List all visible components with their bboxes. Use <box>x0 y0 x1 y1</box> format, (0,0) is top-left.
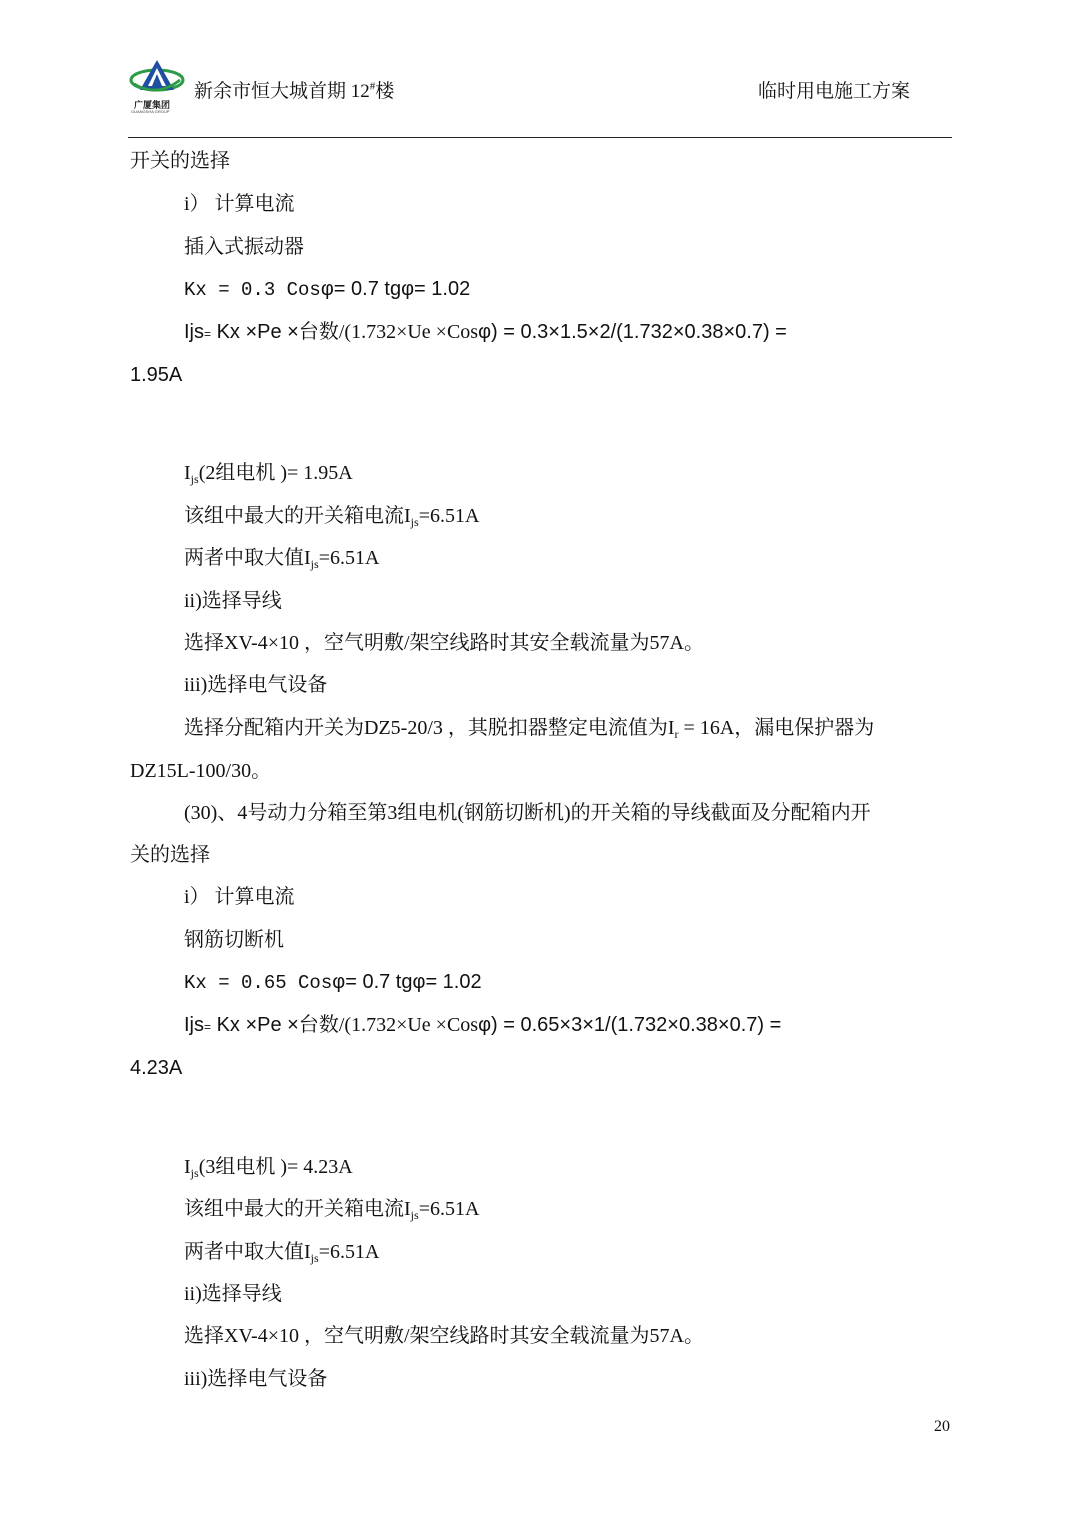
formula-kx: Kx = 0.3 Cosφ= 0.7 tgφ= 1.02 <box>184 278 471 301</box>
text-line: i） 计算电流 <box>184 193 295 215</box>
text-line: 该组中最大的开关箱电流$I_{js}=6.51A$ <box>184 1198 480 1222</box>
company-logo <box>128 58 186 114</box>
text-line: iii)选择电气设备 <box>184 674 328 696</box>
text-line: ii)选择导线 <box>184 590 282 612</box>
formula-ijs: Ijs= Kx ×Pe ×台数/(1.732×Ue ×Cosφ) = 0.65×3×1/(1.732×0.38×0.7) = <box>184 1014 782 1036</box>
text-line: 插入式振动器 <box>184 236 304 258</box>
header-document-name: 临时用电施工方案 <box>758 81 911 102</box>
text-line: 选择XV-4×10 ，空气明敷/架空线路时其安全载流量为57A。 <box>184 1325 704 1347</box>
header-title: 新余市恒大城首期 12#楼 <box>194 80 395 102</box>
text-line: i） 计算电流 <box>184 886 295 908</box>
text-line: 选择XV-4×10 ，空气明敷/架空线路时其安全载流量为57A。 <box>184 632 704 654</box>
text-line: 选择分配箱内开关为DZ5-20/3 ，其脱扣器整定电流值为$I_r = 16A$，漏电保护器为 <box>184 717 875 741</box>
text-line: 该组中最大的开关箱电流$I_{js}=6.51A$ <box>184 505 480 529</box>
text-line: DZ15L-100/30。 <box>130 760 272 782</box>
header-divider <box>128 137 952 138</box>
page-number: 20 <box>934 1418 950 1435</box>
text-line: 两者中取大值$I_{js}=6.51A$ <box>184 547 380 571</box>
text-line: 钢筋切断机 <box>184 929 284 951</box>
formula-ijs: Ijs= Kx ×Pe ×台数/(1.732×Ue ×Cosφ) = 0.3×1.5×2/(1.732×0.38×0.7) = <box>184 321 787 343</box>
text-line: $I_{js}(2$组电机 )= 1.95A <box>184 462 353 486</box>
logo-text: 广厦集团 <box>134 100 171 110</box>
text-line: 关的选择 <box>130 844 210 866</box>
formula-kx: Kx = 0.65 Cosφ= 0.7 tgφ= 1.02 <box>184 971 482 994</box>
text-line: ii)选择导线 <box>184 1283 282 1305</box>
logo-subtext: GUANGSHA GROUP <box>131 109 170 114</box>
section-heading: (30)、4号动力分箱至第3组电机(钢筋切断机)的开关箱的导线截面及分配箱内开 <box>184 802 871 824</box>
formula-result: 4.23A <box>130 1057 183 1079</box>
text-line: 两者中取大值$I_{js}=6.51A$ <box>184 1241 380 1265</box>
text-line: iii)选择电气设备 <box>184 1368 328 1390</box>
text-line: 开关的选择 <box>130 150 230 172</box>
text-line: $I_{js}(3$组电机 )= 4.23A <box>184 1156 353 1180</box>
formula-result: 1.95A <box>130 364 183 386</box>
